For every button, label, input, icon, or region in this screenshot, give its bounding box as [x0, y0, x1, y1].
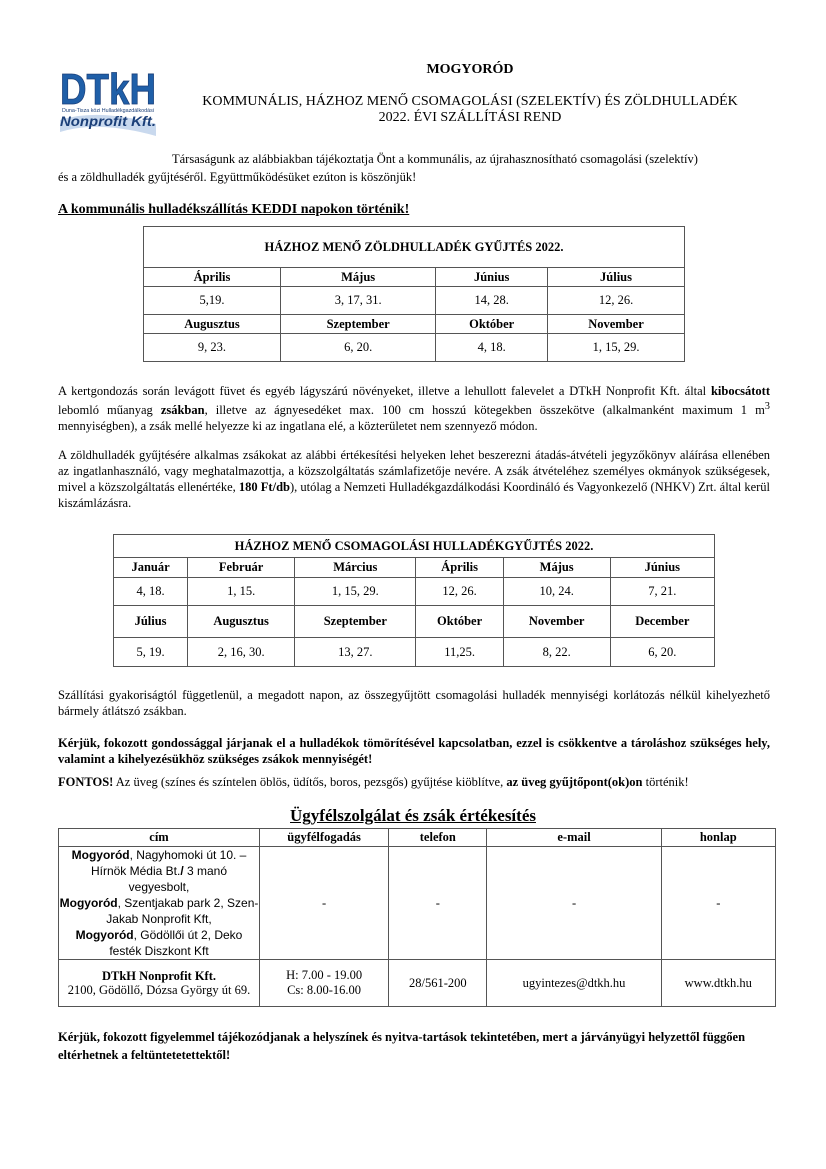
service-section-title: Ügyfélszolgálat és zsák értékesítés: [290, 806, 536, 825]
subtitle-line-2: 2022. ÉVI SZÁLLÍTÁSI REND: [378, 110, 562, 125]
green-days: 4, 18.: [436, 334, 548, 362]
address-cell: [59, 960, 260, 1007]
hours-cell: -: [260, 847, 389, 960]
pack-month: November: [503, 606, 610, 638]
website-cell: -: [661, 847, 775, 960]
closing-notice-paragraph: Kérjük, fokozott figyelemmel tájékozódjanak a helyszínek és nyitva-tartások tekintetében, mert a járványügyi helyzettől függően eltérhetnek a feltüntetetettektől!: [58, 1030, 746, 1062]
pack-month: December: [610, 606, 714, 638]
pack-month: Július: [114, 606, 188, 638]
intro-line-1: Társaságunk az alábbiakban tájékoztatja Önt a kommunális, az újrahasznosítható csomagolási (szelektív): [172, 152, 698, 166]
pack-days: 5, 19.: [114, 638, 188, 667]
pack-days: 1, 15, 29.: [295, 578, 416, 606]
text-bold: az üveg gyűjtőpont(ok)on: [506, 775, 643, 789]
bag-purchase-paragraph: [58, 447, 770, 511]
logo-sub-text: Nonprofit Kft.: [60, 113, 156, 129]
green-waste-table: [143, 226, 685, 362]
intro-paragraph: [58, 150, 770, 186]
text-span: ), utólag a Nemzeti Hulladékgazdálkodási Koordináló és Vagyonkezelő (NHKV) Zrt. által kerül kiszámlázásra.: [58, 480, 770, 510]
col-header-hours: ügyfélfogadás: [260, 829, 389, 847]
text-span: mennyiségben), a zsák mellé helyezze ki az ingatlana elé, a közterületet nem szennyező módon.: [58, 419, 538, 434]
col-header-address: cím: [59, 829, 260, 847]
pack-month: Június: [610, 558, 714, 578]
pack-days: 1, 15.: [188, 578, 295, 606]
green-instructions-paragraph: [58, 383, 770, 434]
text-span: 3 manó vegyesbolt,: [128, 864, 228, 894]
superscript: 3: [764, 401, 770, 412]
hours-line: H: 7.00 - 19.00: [286, 968, 363, 982]
pack-days: 2, 16, 30.: [188, 638, 295, 667]
email-cell: -: [487, 847, 661, 960]
green-days: 5,19.: [144, 287, 281, 315]
logo-tagline: Duna-Tisza közi Hulladékgazdálkodási: [62, 108, 154, 114]
company-address: 2100, Gödöllő, Dózsa György út 69.: [67, 983, 251, 997]
phone-cell: -: [389, 847, 487, 960]
hours-line: Cs: 8.00-16.00: [287, 983, 362, 997]
phone-cell[interactable]: 28/561-200: [389, 960, 487, 1007]
text-bold: zsákban: [160, 403, 205, 418]
pack-month: Január: [114, 558, 188, 578]
text-span: történik!: [642, 775, 689, 789]
pack-month: Augusztus: [188, 606, 295, 638]
email-cell[interactable]: ugyintezes@dtkh.hu: [487, 960, 661, 1007]
green-month: Szeptember: [280, 315, 435, 334]
green-month: Május: [280, 268, 435, 287]
text-span: , Gödöllői út 2, Deko festék Diszkont Kft: [109, 928, 243, 958]
page-title: MOGYORÓD: [426, 62, 514, 77]
green-days: 6, 20.: [280, 334, 435, 362]
green-month: November: [548, 315, 685, 334]
text-span: , Szentjakab park 2, Szen-Jakab Nonprofit Kft,: [106, 896, 259, 926]
pack-days: 12, 26.: [416, 578, 503, 606]
pack-days: 10, 24.: [503, 578, 610, 606]
compression-request-paragraph: Kérjük, fokozott gondossággal járjanak el a hulladékok tömörítésével kapcsolatban, ezzel is csökkentve a tároláshoz szükséges hely, valamint a kihelyezésükhöz szükséges zsákok mennyiségét!: [58, 736, 770, 766]
packaging-waste-table: [113, 534, 715, 667]
green-month: Április: [144, 268, 281, 287]
kommunalis-notice: A kommunális hulladékszállítás KEDDI napokon történik!: [58, 202, 410, 217]
important-label: FONTOS!: [58, 775, 114, 789]
service-table: [58, 828, 776, 1007]
col-header-website: honlap: [661, 829, 775, 847]
page-subtitle: [160, 94, 780, 126]
pack-days: 4, 18.: [114, 578, 188, 606]
pack-days: 7, 21.: [610, 578, 714, 606]
col-header-email: e-mail: [487, 829, 661, 847]
text-span: , Nagyhomoki út 10. – Hírnök Média Bt.: [90, 848, 247, 878]
green-days: 1, 15, 29.: [548, 334, 685, 362]
website-cell[interactable]: www.dtkh.hu: [661, 960, 775, 1007]
packaging-note-paragraph: Szállítási gyakoriságtól függetlenül, a megadott napon, az összegyűjtött csomagolási hulladék mennyiségi korlátozás nélkül kihelyezhető bármely átlátszó zsákban.: [58, 688, 770, 718]
green-table-title: HÁZHOZ MENŐ ZÖLDHULLADÉK GYŰJTÉS 2022.: [144, 227, 685, 268]
pack-month: Október: [416, 606, 503, 638]
green-days: 9, 23.: [144, 334, 281, 362]
town-bold: Mogyoród: [71, 848, 130, 862]
col-header-phone: telefon: [389, 829, 487, 847]
pack-month: Május: [503, 558, 610, 578]
pack-month: Szeptember: [295, 606, 416, 638]
price-bold: 180 Ft/db: [238, 480, 290, 494]
pack-month: Április: [416, 558, 503, 578]
pack-days: 8, 22.: [503, 638, 610, 667]
pack-month: Március: [295, 558, 416, 578]
town-bold: Mogyoród: [59, 896, 118, 910]
subtitle-line-1: KOMMUNÁLIS, HÁZHOZ MENŐ CSOMAGOLÁSI (SZELEKTÍV) ÉS ZÖLDHULLADÉK: [202, 94, 738, 109]
green-month: Július: [548, 268, 685, 287]
green-days: 12, 26.: [548, 287, 685, 315]
pack-days: 13, 27.: [295, 638, 416, 667]
green-days: 14, 28.: [436, 287, 548, 315]
logo-main-text: DTkH: [60, 65, 156, 114]
town-bold: Mogyoród: [75, 928, 134, 942]
intro-line-2: és a zöldhulladék gyűjtéséről. Együttműködésüket ezúton is köszönjük!: [58, 170, 417, 184]
table-row: [59, 847, 776, 960]
table-row: [59, 960, 776, 1007]
green-month: Augusztus: [144, 315, 281, 334]
text-span: lebomló műanyag: [58, 403, 161, 418]
text-span: , illetve az ágnyesedéket max. 100 cm hosszú kötegekben összekötve (alkalmanként maximum 1 m: [204, 403, 765, 418]
text-bold: kibocsátott: [710, 384, 770, 398]
pack-days: 6, 20.: [610, 638, 714, 667]
text-bold: /: [180, 864, 184, 878]
dtkh-logo: [58, 58, 158, 138]
text-span: Az üveg (színes és színtelen öblös, üdítős, boros, pezsgős) gyűjtése kiöblítve,: [113, 775, 507, 789]
address-cell: [59, 847, 260, 960]
text-span: A kertgondozás során levágott füvet és egyéb lágyszárú növényeket, illetve a lehullott falevelet a DTkH Nonprofit Kft. által: [58, 384, 711, 398]
company-name: DTkH Nonprofit Kft.: [101, 969, 216, 983]
packaging-table-title: HÁZHOZ MENŐ CSOMAGOLÁSI HULLADÉKGYŰJTÉS 2022.: [114, 535, 715, 558]
pack-month: Február: [188, 558, 295, 578]
green-days: 3, 17, 31.: [280, 287, 435, 315]
hours-cell: [260, 960, 389, 1007]
glass-notice-paragraph: [58, 774, 770, 790]
green-month: Október: [436, 315, 548, 334]
green-month: Június: [436, 268, 548, 287]
pack-days: 11,25.: [416, 638, 503, 667]
text-span: A zöldhulladék gyűjtésére alkalmas zsákokat az alábbi értékesítési helyeken lehet beszerezni átadás-átvételi jegyzőkönyv aláírása ellenében az ingatlanhasználó, vagy meghatalmazottja, a közszolgáltatás számlafizetője nevére. A zsák átvételéhez személyes okmányok szükségesek, mivel a közszolgáltatás ellenértéke,: [58, 448, 770, 494]
